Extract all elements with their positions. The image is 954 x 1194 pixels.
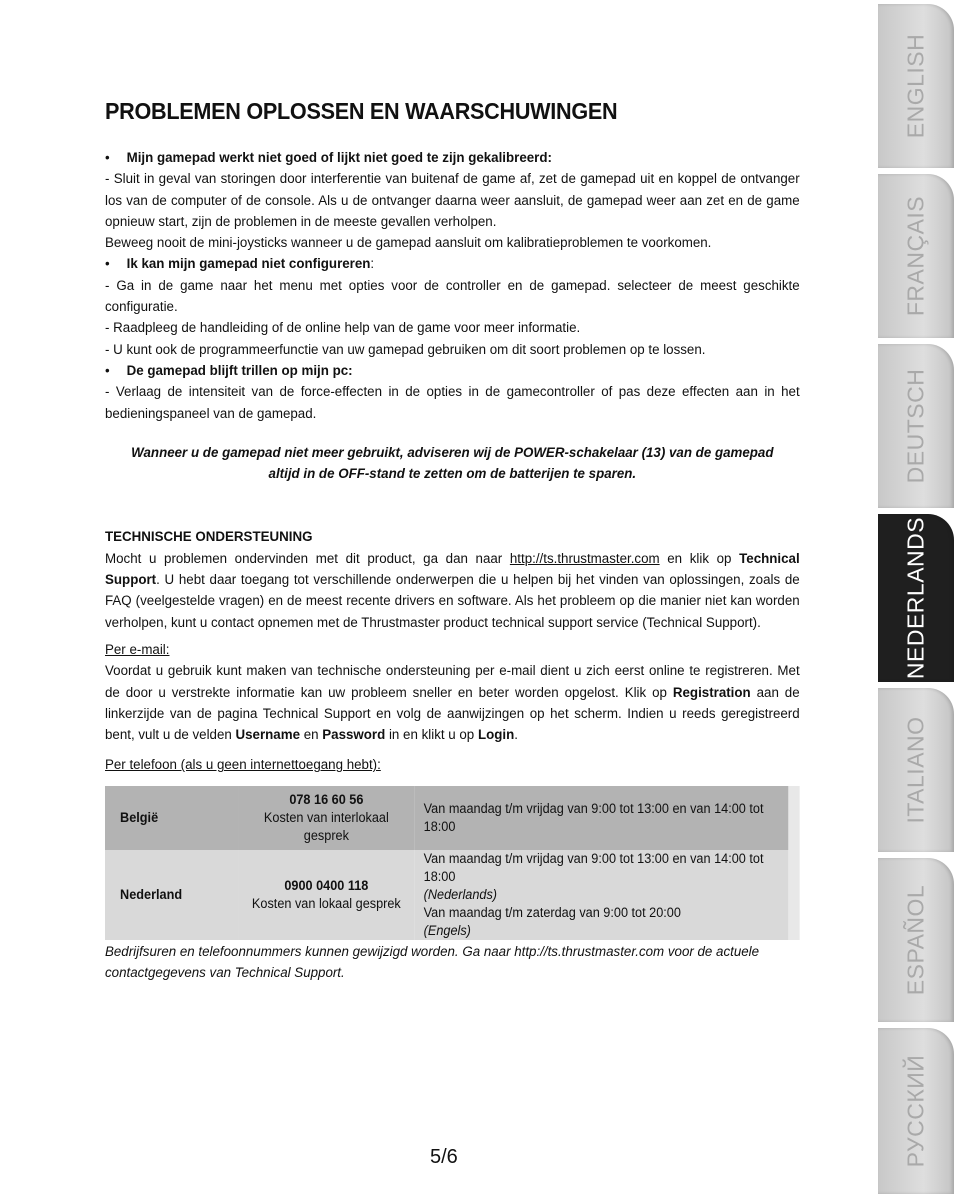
power-warning: Wanneer u de gamepad niet meer gebruikt, adviseren wij de POWER-schakelaar (13) van de gamepad altijd in de OFF-stand te zetten om de batterijen te sparen. bbox=[131, 444, 774, 483]
phone-heading: Per telefoon (als u geen internettoegang hebt): bbox=[105, 757, 381, 774]
tab-russian[interactable]: РУССКИЙ bbox=[878, 1028, 954, 1194]
number-cell: 0900 0400 118 Kosten van lokaal gesprek bbox=[238, 850, 414, 940]
document-body bbox=[105, 96, 800, 984]
tab-nederlands[interactable]: NEDERLANDS bbox=[878, 514, 954, 682]
table-row bbox=[105, 850, 800, 940]
bullet-icon: • bbox=[105, 362, 110, 379]
bullet-icon: • bbox=[105, 256, 110, 273]
bullet-icon: • bbox=[105, 150, 110, 166]
email-text: Voordat u gebruik kunt maken van technische ondersteuning per e-mail dient u zich eerst online te registreren. Met de door u verstrekte informatie kan uw probleem sneller en beter worden opgelost. Klik op Registration aan de linkerzijde van de pagina Technical Support en volg de aanwijzingen op het scherm. Indien u reeds geregistreerd bent, vult u de velden Username en Password in en klikt u op Login. bbox=[105, 663, 800, 744]
support-link[interactable]: http://ts.thrustmaster.com bbox=[509, 550, 660, 567]
hours-cell: Van maandag t/m vrijdag van 9:00 tot 13:00 en van 14:00 tot 18:00 (Nederlands) Van maandag t/m zaterdag van 9:00 tot 20:00 (Engels) bbox=[414, 850, 788, 940]
page-number: 5/6 bbox=[430, 1146, 458, 1168]
issue-2: • Ik kan mijn gamepad niet configureren : - Ga in de game naar het menu met opties voor de controller en de gamepad. selecteer de meest geschikte configuratie. - Raadpleeg de handleiding of de online help van de game voor meer informatie. - U kunt ook de programmeerfunctie van uw gamepad gebruiken om dit soort problemen op te lossen. bbox=[105, 254, 800, 360]
page-title: PROBLEMEN OPLOSSEN EN WAARSCHUWINGEN bbox=[105, 98, 618, 124]
issue-heading: De gamepad blijft trillen op mijn pc: bbox=[126, 362, 353, 379]
tab-francais[interactable]: FRANÇAIS bbox=[878, 174, 954, 338]
issue-text: - Ga in de game naar het menu met opties voor de controller en de gamepad. selecteer de meest geschikte configuratie. bbox=[105, 277, 800, 316]
issue-1 bbox=[105, 148, 800, 254]
table-row bbox=[105, 786, 800, 850]
issue-text: Beweeg nooit de mini-joysticks wanneer u de gamepad aansluit om kalibratieproblemen te voorkomen. bbox=[105, 235, 712, 252]
tab-deutsch[interactable]: DEUTSCH bbox=[878, 344, 954, 508]
country-cell: België bbox=[105, 786, 238, 850]
issue-text: - Raadpleeg de handleiding of de online help van de game voor meer informatie. bbox=[105, 320, 581, 337]
language-tabs bbox=[878, 0, 954, 1194]
tab-espanol[interactable]: ESPAÑOL bbox=[878, 858, 954, 1022]
tab-english[interactable]: ENGLISH bbox=[878, 4, 954, 168]
support-intro: Mocht u problemen ondervinden met dit product, ga dan naar http://ts.thrustmaster.com en klik op Technical Support. U hebt daar toegang tot verschillende onderwerpen die u helpen bij het vinden van oplossingen, zoals de FAQ (veelgestelde vragen) en de meest recente drivers en software. Als het probleem op die manier niet kan worden verholpen, kunt u contact opnemen met de Thrustmaster product technical support service (Technical Support). bbox=[105, 550, 800, 631]
issue-heading: Ik kan mijn gamepad niet configureren bbox=[126, 256, 371, 273]
footnote: Bedrijfsuren en telefoonnummers kunnen gewijzigd worden. Ga naar http://ts.thrustmaster.com voor de actuele contactgegevens van Technical Support. bbox=[105, 943, 760, 982]
tab-italiano[interactable]: ITALIANO bbox=[878, 688, 954, 852]
issue-3 bbox=[105, 361, 800, 425]
country-cell: Nederland bbox=[105, 850, 238, 940]
support-heading: TECHNISCHE ONDERSTEUNING bbox=[105, 529, 313, 546]
issue-text: - Verlaag de intensiteit van de force-effecten in de opties in de gamecontroller of pas deze effecten aan in het bedieningspaneel van de gamepad. bbox=[105, 384, 800, 422]
number-cell: 078 16 60 56 Kosten van interlokaal gesprek bbox=[238, 786, 414, 850]
hours-cell: Van maandag t/m vrijdag van 9:00 tot 13:00 en van 14:00 tot 18:00 bbox=[414, 786, 788, 850]
email-heading: Per e-mail: bbox=[105, 641, 170, 658]
phone-table bbox=[105, 786, 800, 940]
issue-text: - Sluit in geval van storingen door interferentie van buitenaf de game af, zet de gamepad uit en koppel de ontvanger los van de computer of de console. Als u de ontvanger daarna weer aansluit, de gamepad weer aan zet en de game opnieuw start, zijn de problemen in de meeste gevallen verholpen. bbox=[105, 171, 800, 230]
issue-heading: Mijn gamepad werkt niet goed of lijkt niet goed te zijn gekalibreerd: bbox=[126, 150, 552, 166]
issue-text: - U kunt ook de programmeerfunctie van uw gamepad gebruiken om dit soort problemen op te lossen. bbox=[105, 341, 706, 358]
